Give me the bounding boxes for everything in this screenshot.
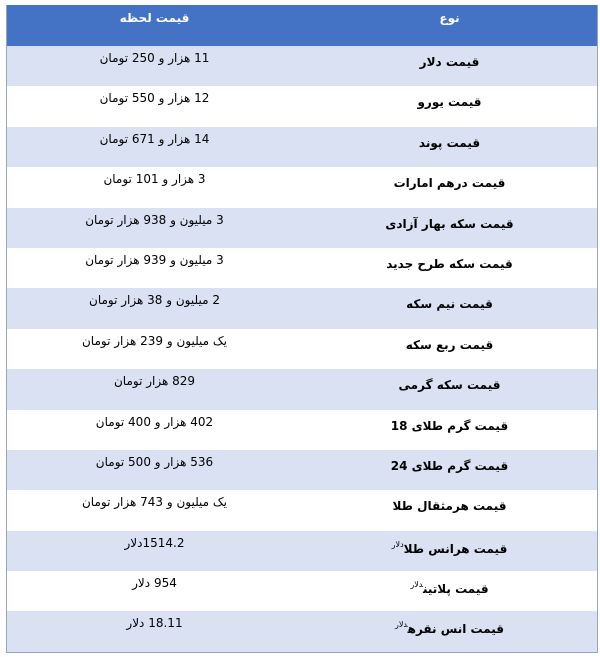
type-cell — [302, 127, 597, 167]
type-label: قیمت هرمثقال طلا — [392, 499, 507, 514]
type-label: قیمت ربع سکه — [405, 337, 494, 352]
type-label: قیمت هرانس طلا — [403, 541, 508, 556]
header-price: قیمت لحظه — [7, 5, 302, 46]
table-row — [7, 571, 597, 611]
type-label: قیمت گرم طلای 24 — [390, 458, 509, 473]
type-label: قیمت پلاتین — [423, 582, 489, 597]
type-cell — [302, 410, 597, 450]
type-label: قیمت دلار — [419, 55, 480, 69]
price-cell: 3 میلیون و 938 هزار تومان — [7, 208, 302, 248]
type-cell — [302, 490, 597, 530]
type-cell — [302, 86, 597, 126]
unit-superscript: دلار — [391, 539, 404, 549]
type-cell — [302, 531, 597, 571]
price-cell: 3 میلیون و 939 هزار تومان — [7, 248, 302, 288]
price-cell: 11 هزار و 250 تومان — [7, 46, 302, 86]
type-label: قیمت یورو — [417, 95, 482, 110]
type-cell — [302, 167, 597, 207]
type-cell — [302, 611, 597, 651]
table-row — [7, 46, 597, 86]
type-cell — [302, 248, 597, 288]
table-row — [7, 450, 597, 490]
price-table-container — [6, 5, 598, 653]
table-row — [7, 127, 597, 167]
type-cell — [302, 329, 597, 369]
type-label: قیمت درهم امارات — [393, 176, 506, 191]
type-label: قیمت گرم طلای 18 — [390, 418, 509, 433]
price-cell: 18.11 دلار — [7, 611, 302, 651]
type-label: قیمت انس نقره — [407, 622, 504, 637]
table-row — [7, 329, 597, 369]
table-row — [7, 490, 597, 530]
table-row — [7, 208, 597, 248]
price-cell: یک میلیون و 239 هزار تومان — [7, 329, 302, 369]
price-cell: 536 هزار و 500 تومان — [7, 450, 302, 490]
table-header-row — [7, 5, 597, 46]
price-cell: 2 میلیون و 38 هزار تومان — [7, 288, 302, 328]
table-row — [7, 369, 597, 409]
table-row — [7, 611, 597, 651]
unit-superscript: دلار — [395, 620, 408, 630]
type-cell — [302, 46, 597, 86]
table-row — [7, 86, 597, 126]
type-label: قیمت نیم سکه — [406, 297, 493, 312]
unit-superscript: دلار — [410, 580, 423, 590]
table-row — [7, 410, 597, 450]
table-body — [7, 46, 597, 652]
price-cell: یک میلیون و 743 هزار تومان — [7, 490, 302, 530]
type-label: قیمت سکه بهار آزادی — [385, 216, 514, 231]
price-table — [7, 5, 597, 652]
type-cell — [302, 369, 597, 409]
price-cell: 3 هزار و 101 تومان — [7, 167, 302, 207]
table-row — [7, 288, 597, 328]
table-row — [7, 531, 597, 571]
price-cell: 954 دلار — [7, 571, 302, 611]
type-cell — [302, 288, 597, 328]
price-cell: 1514.2دلار — [7, 531, 302, 571]
table-row — [7, 248, 597, 288]
price-cell: 402 هزار و 400 تومان — [7, 410, 302, 450]
type-label: قیمت پوند — [418, 135, 481, 150]
header-type: نوع — [302, 5, 597, 46]
type-label: قیمت سکه طرح جدید — [386, 256, 513, 271]
price-cell: 829 هزار تومان — [7, 369, 302, 409]
type-cell — [302, 450, 597, 490]
type-cell — [302, 571, 597, 611]
price-cell: 14 هزار و 671 تومان — [7, 127, 302, 167]
table-row — [7, 167, 597, 207]
type-cell — [302, 208, 597, 248]
type-label: قیمت سکه گرمی — [398, 378, 501, 393]
price-cell: 12 هزار و 550 تومان — [7, 86, 302, 126]
